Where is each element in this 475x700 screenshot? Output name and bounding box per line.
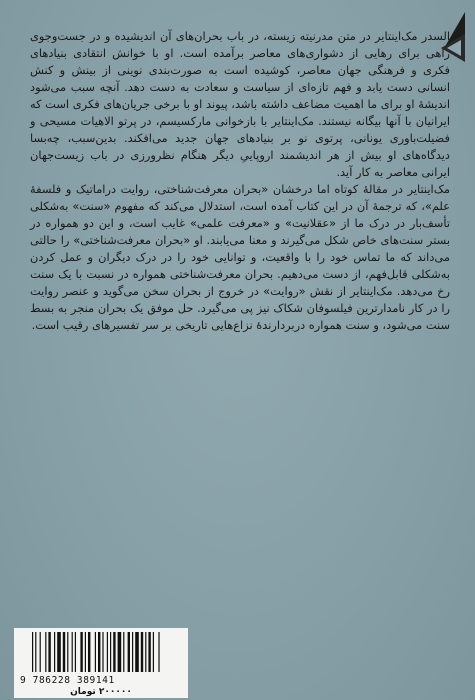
paragraph-intro: السدر مک‌اینتایر در متن مدرنیته زیسته، در باب بحران‌های آن اندیشیده و در جست‌وجوی راهی برای رهایی از دشواری‌های معاصر برآمده است. او با خوانش انتقادی بنیادهای فکری و فرهنگی جهان معاصر، کوشیده است به صورت‌بندی نوینی از بینش و کنش انسانی دست یابد و فهم تازه‌ای از سیاست و سعادت به دست دهد. آنچه سبب می‌شود اندیشهٔ او برای ما اهمیت مضاعف داشته باشد، پیوند او با برخی جریان‌های فکری است که ایرانیان با آنها بیگانه نیستند. مک‌اینتایر با بازخوانی مارکسیسم، در پرتو الاهیات مسیحی و فضیلت‌باوری یونانی، پرتوی نو بر بنیادهای جهان جدید می‌افکند. بدین‌سبب، چه‌بسا دیدگاه‌های او بیش از هر اندیشمند اروپاییِ دیگر هنگام نظرورزی در باب زیست‌جهان ایرانی معاصر به کار آید.	[30, 29, 450, 179]
barcode-icon	[30, 632, 178, 672]
price-label: ۲۰۰۰۰۰ تومان	[70, 687, 132, 697]
paragraph-essay: مک‌اینتایر در مقالهٔ کوتاه اما درخشان «بحران معرفت‌شناختی، روایت دراماتیک و فلسفهٔ علم»، که ترجمهٔ آن در این کتاب آمده است، استدلال می‌کند که مفهوم «سنت» به‌شکلی تأسف‌بار در درک ما از «عقلانیت» و «معرفت علمی» غایب است، و این دو همواره در بستر سنت‌های خاص شکل می‌گیرند و معنا می‌یابند. او «بحران معرفت‌شناختی» را حالتی می‌داند که ما تماس خود را با واقعیت، و توانایی خود را در درک دیگران و عمل کردن به‌شکلی قابل‌فهم، از دست می‌دهیم. بحران معرفت‌شناختی همواره در نسبت با یک سنت رخ می‌دهد. مک‌اینتایر از نقش «روایت» در خروج از بحران سخن می‌گوید و عنصر روایت را در کار نامدارترین فیلسوفان شکاک نیز پی می‌گیرد. حل موفق یک بحران منجر به بسط سنت می‌شود، و سنت همواره دربردارندهٔ نزاع‌هایی تاریخی بر سر تفسیرهای رقیب است.	[30, 182, 450, 332]
barcode-panel	[14, 628, 188, 698]
isbn-number: 9 786228 389141	[20, 675, 115, 686]
back-cover-text	[30, 28, 450, 334]
